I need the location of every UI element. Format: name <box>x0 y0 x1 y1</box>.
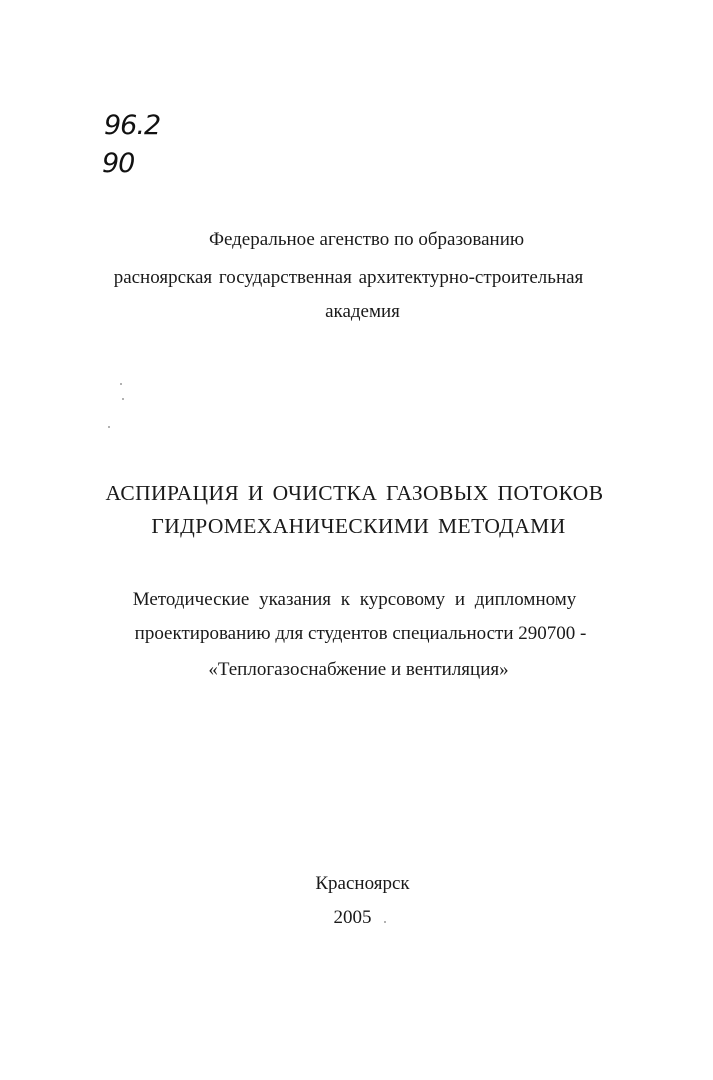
document-title-line-2: ГИДРОМЕХАНИЧЕСКИМИ МЕТОДАМИ <box>151 514 566 538</box>
subtitle-line-2: проектированию для студентов специальности 290700 - <box>134 623 587 644</box>
organization-line-2: расноярская государственная архитектурно-строительная <box>113 267 584 288</box>
document-title-line-1: АСПИРАЦИЯ И ОЧИСТКА ГАЗОВЫХ ПОТОКОВ <box>105 481 604 505</box>
handwritten-note-line-1: 96.2 <box>104 110 161 141</box>
scan-speck <box>120 383 122 385</box>
organization-line-1: Федеральное агенство по образованию <box>208 229 525 250</box>
handwritten-note-line-2: 90 <box>102 148 135 179</box>
publication-year: 2005 <box>333 907 372 928</box>
publication-city: Красноярск <box>315 873 410 894</box>
scan-speck <box>384 921 386 923</box>
subtitle-line-3: «Теплогазоснабжение и вентиляция» <box>208 659 509 680</box>
scan-speck <box>108 426 110 428</box>
subtitle-line-1: Методические указания к курсовому и дипломному <box>132 589 577 610</box>
scan-speck <box>122 398 124 400</box>
organization-line-3: академия <box>325 301 400 322</box>
